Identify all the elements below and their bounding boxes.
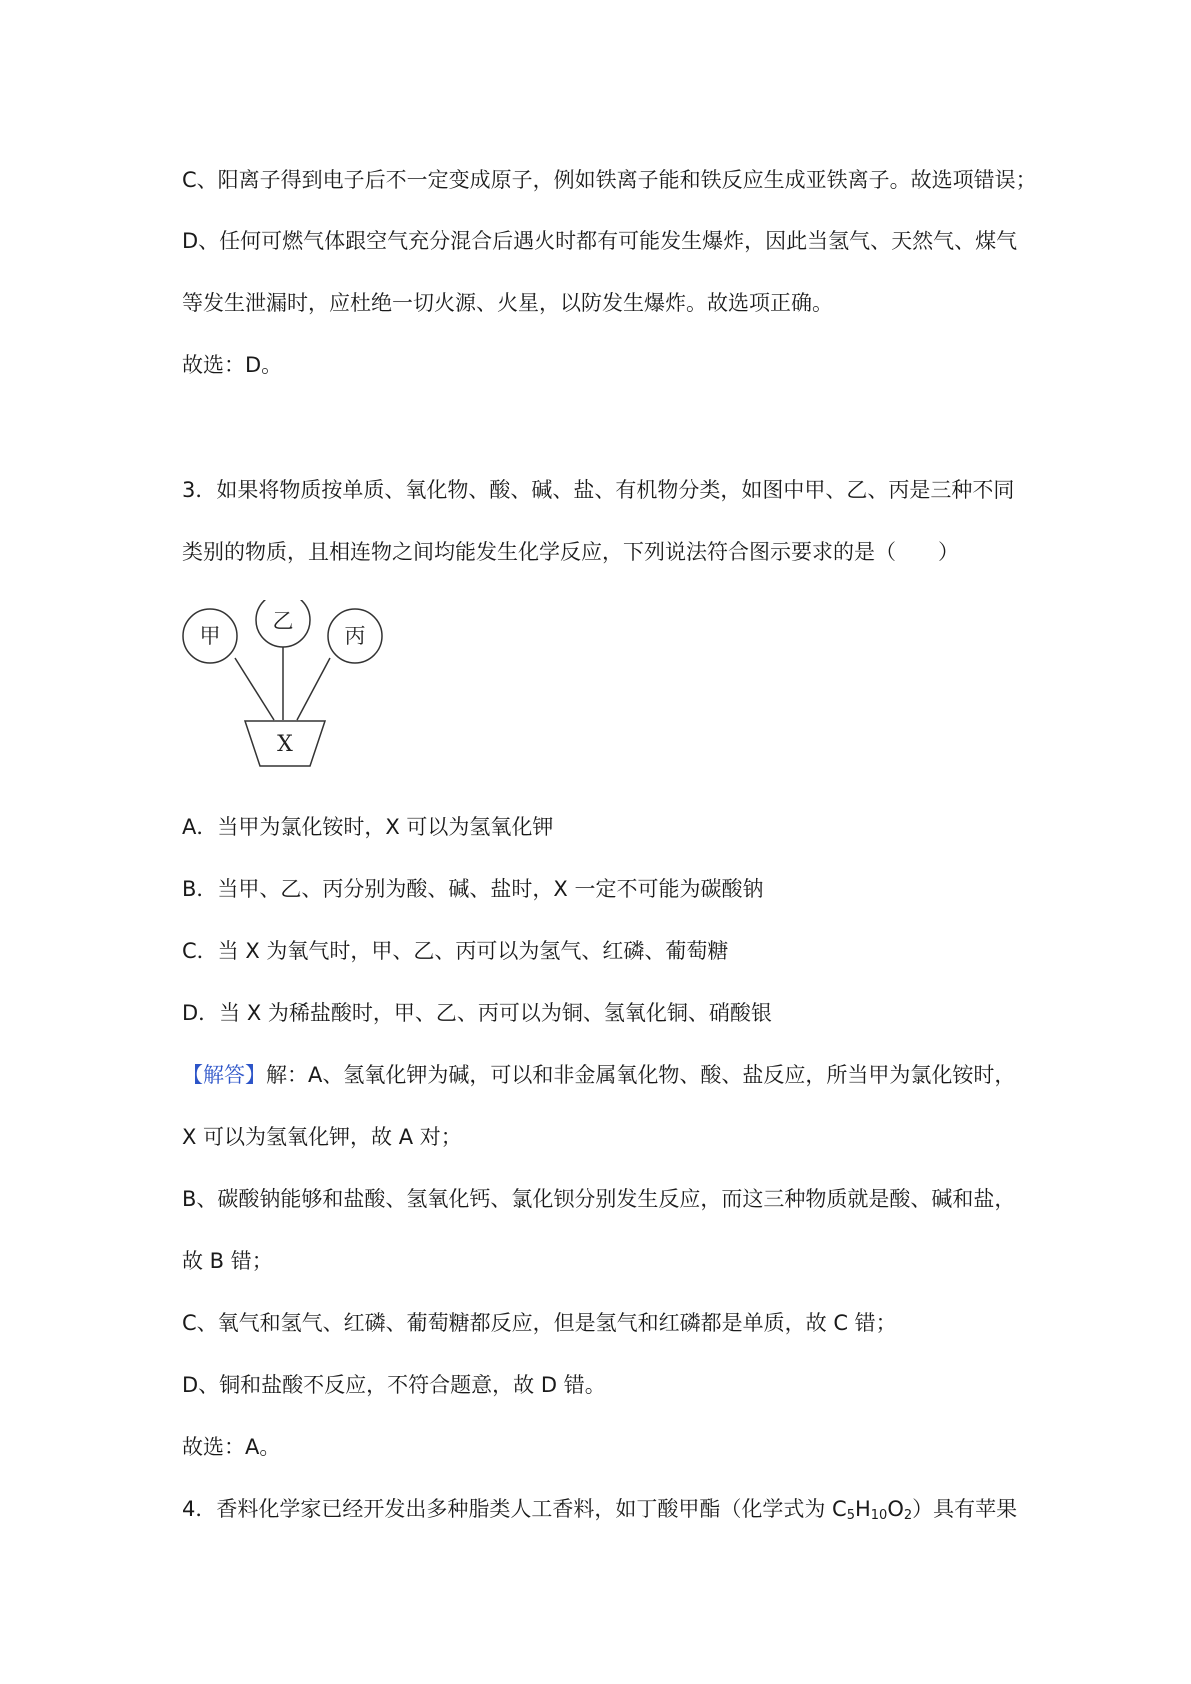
solution-line-d-1: D、任何可燃气体跟空气充分混合后遇火时都有可能发生爆炸，因此当氢气、天然气、煤气 (182, 229, 1018, 253)
question-3-line-2: 类别的物质，且相连物之间均能发生化学反应，下列说法符合图示要求的是（ ） (182, 540, 959, 564)
node-yi-label: 乙 (272, 609, 294, 633)
answer-3-line: 故选：A。 (182, 1435, 281, 1459)
solution-d-line: D、铜和盐酸不反应，不符合题意，故 D 错。 (182, 1373, 606, 1397)
node-bing-label: 丙 (344, 624, 366, 648)
node-x-label: X (277, 732, 293, 757)
solution-c-line: C、氧气和氢气、红磷、葡萄糖都反应，但是氢气和红磷都是单质，故 C 错； (182, 1311, 897, 1335)
solution-b-line-2: 故 B 错； (182, 1249, 273, 1273)
question-3-line-1: 3．如果将物质按单质、氧化物、酸、碱、盐、有机物分类，如图中甲、乙、丙是三种不同 (182, 478, 1015, 502)
answer-line: 故选：D。 (182, 353, 283, 377)
solution-b-line-1: B、碳酸钠能够和盐酸、氢氧化钙、氯化钡分别发生反应，而这三种物质就是酸、碱和盐， (182, 1187, 1016, 1211)
solution-line-d-2: 等发生泄漏时，应杜绝一切火源、火星，以防发生爆炸。故选项正确。 (182, 291, 833, 315)
option-d: D．当 X 为稀盐酸时，甲、乙、丙可以为铜、氢氧化铜、硝酸银 (182, 1001, 772, 1025)
question-4-line-1 (182, 1494, 1017, 1524)
solution-a-line-1 (182, 1060, 1015, 1090)
option-b: B．当甲、乙、丙分别为酸、碱、盐时，X 一定不可能为碳酸钠 (182, 877, 764, 901)
formula-sub-o: 2 (903, 1508, 913, 1523)
question-3-diagram (180, 600, 390, 770)
solution-a-text: 解：A、氢氧化钾为碱，可以和非金属氧化物、酸、盐反应，所当甲为氯化铵时， (266, 1063, 1016, 1087)
node-jia-label: 甲 (199, 624, 221, 648)
formula-h: H (854, 1497, 871, 1521)
formula-sub-h: 10 (870, 1508, 888, 1523)
formula-sub-c: 5 (846, 1508, 855, 1523)
formula-o: O (887, 1497, 904, 1521)
option-a: A．当甲为氯化铵时，X 可以为氢氧化钾 (182, 815, 554, 839)
question-4-text-pre: 4．香料化学家已经开发出多种脂类人工香料，如丁酸甲酯（化学式为 C (182, 1497, 847, 1521)
question-4-text-post: ）具有苹果 (912, 1497, 1018, 1521)
solution-tag: 【解答】 (182, 1063, 266, 1087)
solution-a-line-2: X 可以为氢氧化钾，故 A 对； (182, 1125, 462, 1149)
option-c: C．当 X 为氧气时，甲、乙、丙可以为氢气、红磷、葡萄糖 (182, 939, 729, 963)
solution-line-c: C、阳离子得到电子后不一定变成原子，例如铁离子能和铁反应生成亚铁离子。故选项错误； (182, 168, 1037, 192)
